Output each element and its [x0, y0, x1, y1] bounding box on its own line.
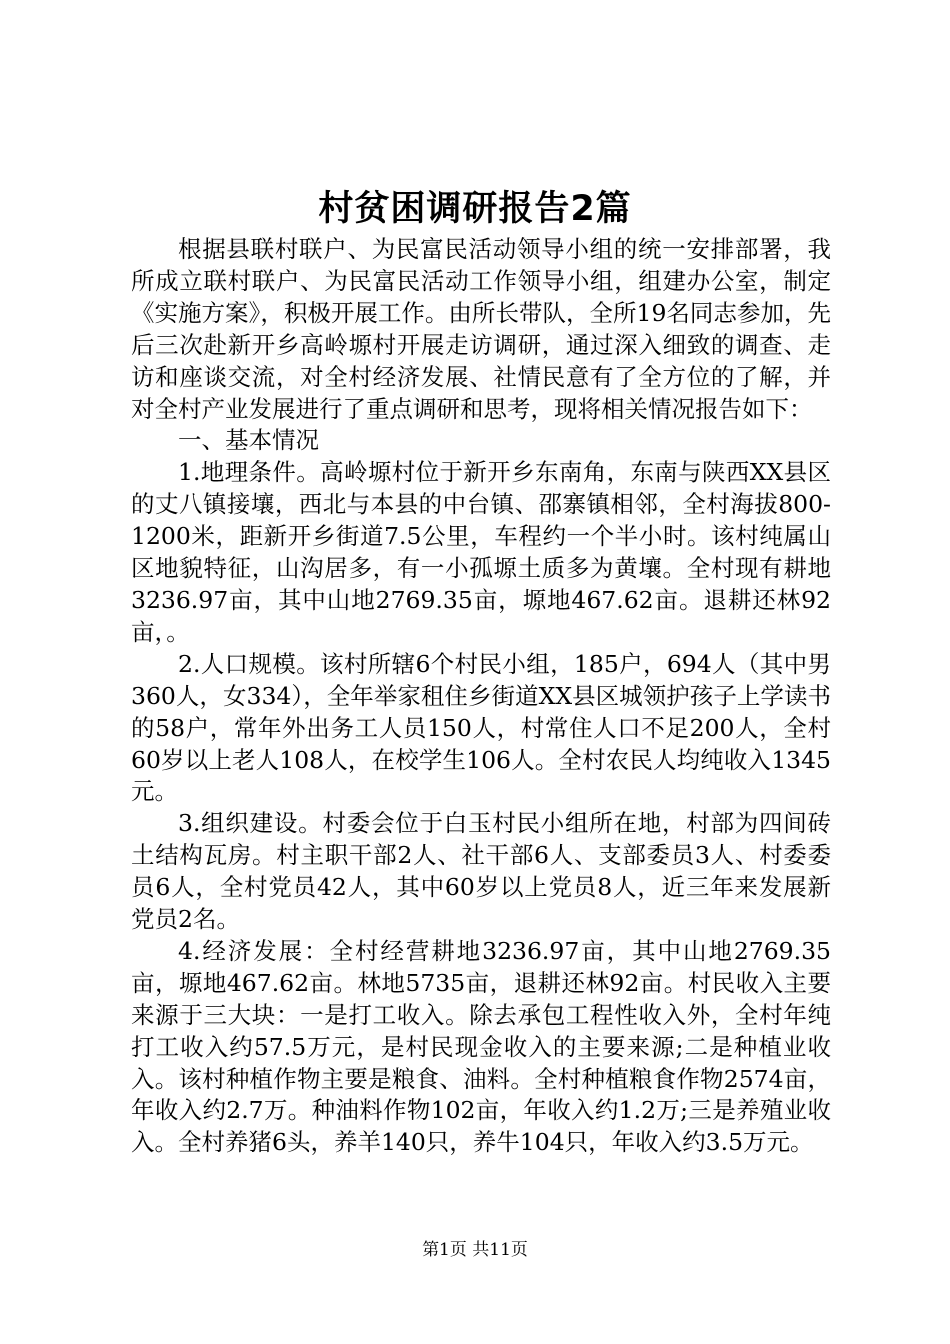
document-body — [131, 234, 831, 1159]
paragraph-geography: 1.地理条件。高岭塬村位于新开乡东南角，东南与陕西XX县区的丈八镇接壤，西北与本县的中台镇、邵寨镇相邻，全村海拔800-1200米，距新开乡街道7.5公里，车程约一个半小时。该村纯属山区地貌特征，山沟居多，有一小孤塬土质多为黄壤。全村现有耕地3236.97亩，其中山地2769.35亩，塬地467.62亩。退耕还林92亩，。 — [131, 458, 831, 646]
paragraph-population: 2.人口规模。该村所辖6个村民小组，185户，694人（其中男360人，女334），全年举家租住乡街道XX县区城领护孩子上学读书的58户，常年外出务工人员150人，村常住人口不足200人，全村60岁以上老人108人，在校学生106人。全村农民人均纯收入1345元。 — [131, 649, 831, 806]
document-title: 村贫困调研报告2篇 — [318, 189, 632, 229]
section-heading-basic-info: 一、基本情况 — [178, 426, 319, 455]
paragraph-intro: 根据县联村联户、为民富民活动领导小组的统一安排部署，我所成立联村联户、为民富民活动工作领导小组，组建办公室，制定《实施方案》，积极开展工作。由所长带队，全所19名同志参加，先后三次赴新开乡高岭塬村开展走访调研，通过深入细致的调查、走访和座谈交流，对全村经济发展、社情民意有了全方位的了解，并对全村产业发展进行了重点调研和思考，现将相关情况报告如下： — [131, 235, 831, 423]
page-footer: 第1页 共11页 — [422, 1240, 528, 1260]
paragraph-economy: 4.经济发展：全村经营耕地3236.97亩，其中山地2769.35亩，塬地467.62亩。林地5735亩，退耕还林92亩。村民收入主要来源于三大块：一是打工收入。除去承包工程性收入外，全村年纯打工收入约57.5万元，是村民现金收入的主要来源;二是种植业收入。该村种植作物主要是粮食、油料。全村种植粮食作物2574亩，年收入约2.7万。种油料作物102亩，年收入约1.2万;三是养殖业收入。全村养猪6头，养羊140只，养牛104只，年收入约3.5万元。 — [131, 936, 831, 1157]
paragraph-organization: 3.组织建设。村委会位于白玉村民小组所在地，村部为四间砖土结构瓦房。村主职干部2人、社干部6人、支部委员3人、村委委员6人，全村党员42人，其中60岁以上党员8人，近三年来发展新党员2名。 — [131, 809, 831, 934]
